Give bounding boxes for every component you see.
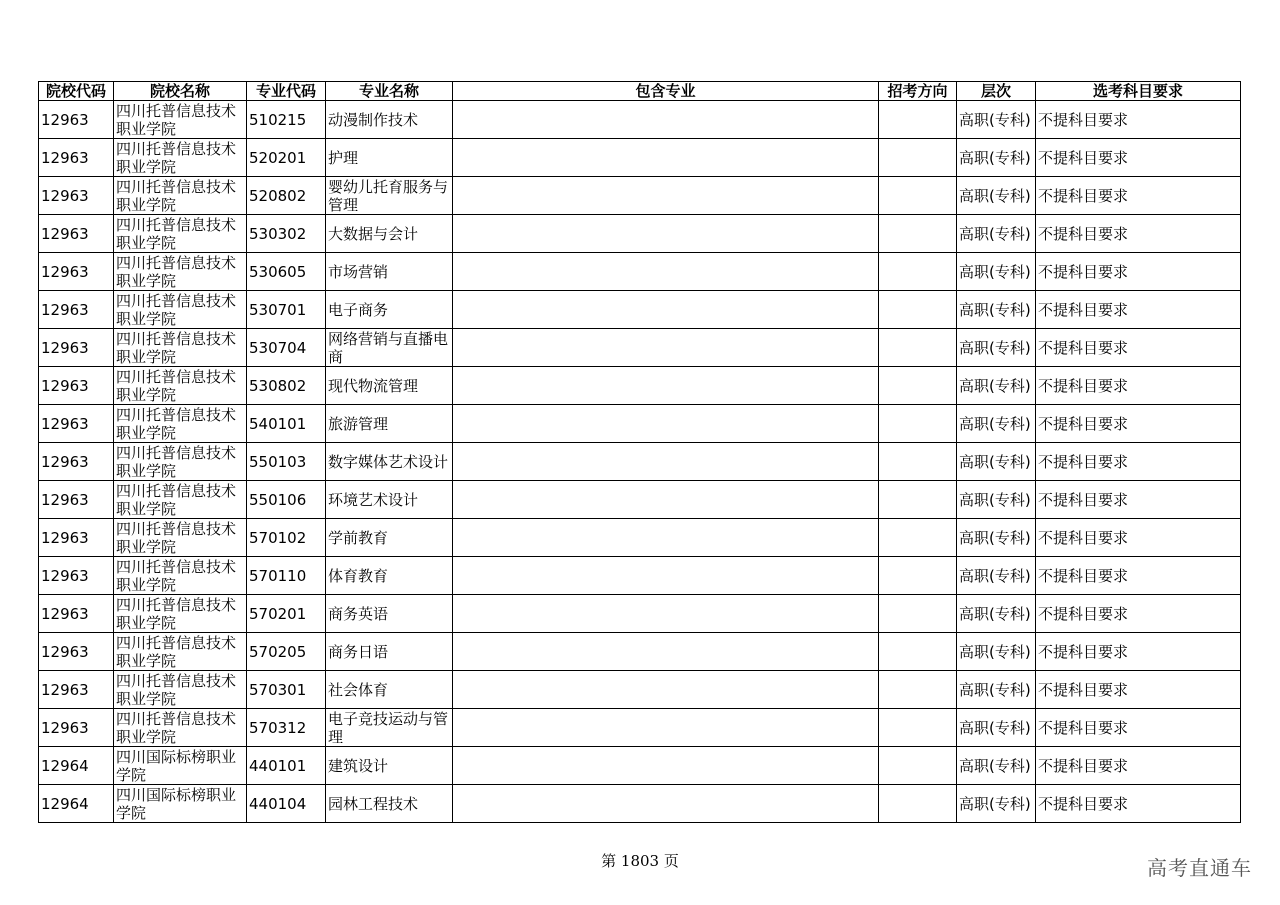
- cell-level: 高职(专科): [957, 557, 1036, 595]
- cell-school-code: 12963: [39, 481, 114, 519]
- cell-major-name: 现代物流管理: [326, 367, 453, 405]
- cell-direction: [879, 519, 957, 557]
- cell-included-majors: [453, 709, 879, 747]
- table-row: [39, 785, 1241, 823]
- cell-level: 高职(专科): [957, 785, 1036, 823]
- cell-level: 高职(专科): [957, 405, 1036, 443]
- cell-included-majors: [453, 519, 879, 557]
- cell-school-name: 四川托普信息技术职业学院: [114, 557, 247, 595]
- cell-school-code: 12963: [39, 215, 114, 253]
- table-row: [39, 671, 1241, 709]
- cell-direction: [879, 557, 957, 595]
- cell-major-code: 530701: [247, 291, 326, 329]
- cell-subject-requirement: 不提科目要求: [1036, 633, 1241, 671]
- cell-level: 高职(专科): [957, 481, 1036, 519]
- cell-included-majors: [453, 557, 879, 595]
- table-row: [39, 405, 1241, 443]
- cell-direction: [879, 367, 957, 405]
- cell-major-name: 学前教育: [326, 519, 453, 557]
- cell-included-majors: [453, 367, 879, 405]
- cell-school-code: 12963: [39, 595, 114, 633]
- cell-level: 高职(专科): [957, 367, 1036, 405]
- cell-direction: [879, 329, 957, 367]
- cell-school-name: 四川托普信息技术职业学院: [114, 329, 247, 367]
- cell-major-name: 商务日语: [326, 633, 453, 671]
- cell-direction: [879, 633, 957, 671]
- cell-school-name: 四川托普信息技术职业学院: [114, 519, 247, 557]
- cell-major-name: 护理: [326, 139, 453, 177]
- cell-school-code: 12963: [39, 177, 114, 215]
- cell-school-name: 四川托普信息技术职业学院: [114, 709, 247, 747]
- cell-school-name: 四川托普信息技术职业学院: [114, 405, 247, 443]
- table-row: [39, 177, 1241, 215]
- watermark-logo-text: 高考直通车: [1147, 856, 1252, 880]
- cell-direction: [879, 101, 957, 139]
- cell-school-name: 四川托普信息技术职业学院: [114, 177, 247, 215]
- cell-school-code: 12964: [39, 747, 114, 785]
- cell-school-name: 四川托普信息技术职业学院: [114, 595, 247, 633]
- cell-level: 高职(专科): [957, 443, 1036, 481]
- cell-included-majors: [453, 785, 879, 823]
- cell-direction: [879, 595, 957, 633]
- cell-level: 高职(专科): [957, 747, 1036, 785]
- table-row: [39, 443, 1241, 481]
- cell-level: 高职(专科): [957, 101, 1036, 139]
- cell-level: 高职(专科): [957, 139, 1036, 177]
- cell-school-name: 四川托普信息技术职业学院: [114, 481, 247, 519]
- cell-school-name: 四川托普信息技术职业学院: [114, 215, 247, 253]
- cell-school-code: 12963: [39, 633, 114, 671]
- cell-school-code: 12963: [39, 329, 114, 367]
- cell-direction: [879, 481, 957, 519]
- cell-major-name: 市场营销: [326, 253, 453, 291]
- cell-school-name: 四川国际标榜职业学院: [114, 747, 247, 785]
- cell-level: 高职(专科): [957, 329, 1036, 367]
- cell-included-majors: [453, 329, 879, 367]
- cell-direction: [879, 747, 957, 785]
- cell-major-code: 570205: [247, 633, 326, 671]
- cell-included-majors: [453, 633, 879, 671]
- cell-subject-requirement: 不提科目要求: [1036, 177, 1241, 215]
- cell-major-name: 建筑设计: [326, 747, 453, 785]
- table-body: [39, 101, 1241, 823]
- cell-major-name: 电子竞技运动与管理: [326, 709, 453, 747]
- table-row: [39, 709, 1241, 747]
- cell-direction: [879, 443, 957, 481]
- cell-subject-requirement: 不提科目要求: [1036, 519, 1241, 557]
- cell-school-code: 12963: [39, 253, 114, 291]
- table-row: [39, 595, 1241, 633]
- cell-major-code: 530605: [247, 253, 326, 291]
- page-number: 第 1803 页: [601, 852, 679, 870]
- cell-level: 高职(专科): [957, 709, 1036, 747]
- cell-major-name: 动漫制作技术: [326, 101, 453, 139]
- table-row: [39, 139, 1241, 177]
- cell-subject-requirement: 不提科目要求: [1036, 481, 1241, 519]
- cell-direction: [879, 405, 957, 443]
- table-row: [39, 329, 1241, 367]
- cell-major-name: 网络营销与直播电商: [326, 329, 453, 367]
- cell-level: 高职(专科): [957, 215, 1036, 253]
- cell-school-code: 12963: [39, 671, 114, 709]
- cell-major-code: 530704: [247, 329, 326, 367]
- cell-major-name: 电子商务: [326, 291, 453, 329]
- cell-included-majors: [453, 443, 879, 481]
- table-row: [39, 215, 1241, 253]
- cell-subject-requirement: 不提科目要求: [1036, 671, 1241, 709]
- cell-major-code: 440104: [247, 785, 326, 823]
- cell-subject-requirement: 不提科目要求: [1036, 443, 1241, 481]
- cell-subject-requirement: 不提科目要求: [1036, 595, 1241, 633]
- cell-major-code: 570301: [247, 671, 326, 709]
- table-row: [39, 747, 1241, 785]
- table-row: [39, 367, 1241, 405]
- cell-major-code: 570201: [247, 595, 326, 633]
- cell-major-code: 570110: [247, 557, 326, 595]
- table-row: [39, 557, 1241, 595]
- cell-level: 高职(专科): [957, 291, 1036, 329]
- cell-level: 高职(专科): [957, 633, 1036, 671]
- cell-school-name: 四川国际标榜职业学院: [114, 785, 247, 823]
- table-header-row: [39, 82, 1241, 101]
- cell-school-name: 四川托普信息技术职业学院: [114, 633, 247, 671]
- cell-direction: [879, 177, 957, 215]
- table-row: [39, 481, 1241, 519]
- cell-included-majors: [453, 747, 879, 785]
- cell-school-name: 四川托普信息技术职业学院: [114, 671, 247, 709]
- table-row: [39, 101, 1241, 139]
- cell-subject-requirement: 不提科目要求: [1036, 709, 1241, 747]
- cell-major-name: 园林工程技术: [326, 785, 453, 823]
- header-school-code: 院校代码: [39, 82, 114, 101]
- cell-school-name: 四川托普信息技术职业学院: [114, 253, 247, 291]
- cell-subject-requirement: 不提科目要求: [1036, 367, 1241, 405]
- cell-subject-requirement: 不提科目要求: [1036, 405, 1241, 443]
- cell-level: 高职(专科): [957, 595, 1036, 633]
- table-row: [39, 633, 1241, 671]
- cell-included-majors: [453, 101, 879, 139]
- header-school-name: 院校名称: [114, 82, 247, 101]
- cell-school-name: 四川托普信息技术职业学院: [114, 367, 247, 405]
- header-included-majors: 包含专业: [453, 82, 879, 101]
- cell-level: 高职(专科): [957, 177, 1036, 215]
- table-row: [39, 253, 1241, 291]
- cell-subject-requirement: 不提科目要求: [1036, 101, 1241, 139]
- cell-major-code: 550103: [247, 443, 326, 481]
- cell-level: 高职(专科): [957, 519, 1036, 557]
- cell-major-name: 旅游管理: [326, 405, 453, 443]
- table-row: [39, 291, 1241, 329]
- cell-direction: [879, 709, 957, 747]
- cell-major-name: 数字媒体艺术设计: [326, 443, 453, 481]
- cell-school-code: 12963: [39, 519, 114, 557]
- cell-major-name: 婴幼儿托育服务与管理: [326, 177, 453, 215]
- header-subject-requirement: 选考科目要求: [1036, 82, 1241, 101]
- cell-direction: [879, 671, 957, 709]
- cell-subject-requirement: 不提科目要求: [1036, 291, 1241, 329]
- cell-school-code: 12963: [39, 101, 114, 139]
- admissions-table: [38, 81, 1241, 823]
- cell-major-code: 550106: [247, 481, 326, 519]
- cell-major-name: 体育教育: [326, 557, 453, 595]
- cell-school-code: 12963: [39, 443, 114, 481]
- cell-included-majors: [453, 177, 879, 215]
- cell-subject-requirement: 不提科目要求: [1036, 139, 1241, 177]
- cell-major-name: 环境艺术设计: [326, 481, 453, 519]
- cell-included-majors: [453, 481, 879, 519]
- cell-direction: [879, 253, 957, 291]
- cell-level: 高职(专科): [957, 253, 1036, 291]
- cell-included-majors: [453, 253, 879, 291]
- header-level: 层次: [957, 82, 1036, 101]
- cell-school-code: 12963: [39, 405, 114, 443]
- cell-included-majors: [453, 139, 879, 177]
- cell-school-code: 12964: [39, 785, 114, 823]
- cell-subject-requirement: 不提科目要求: [1036, 557, 1241, 595]
- cell-direction: [879, 139, 957, 177]
- cell-direction: [879, 215, 957, 253]
- cell-subject-requirement: 不提科目要求: [1036, 329, 1241, 367]
- cell-major-code: 570312: [247, 709, 326, 747]
- header-major-code: 专业代码: [247, 82, 326, 101]
- cell-included-majors: [453, 291, 879, 329]
- header-major-name: 专业名称: [326, 82, 453, 101]
- cell-included-majors: [453, 671, 879, 709]
- cell-major-name: 商务英语: [326, 595, 453, 633]
- cell-direction: [879, 785, 957, 823]
- cell-level: 高职(专科): [957, 671, 1036, 709]
- cell-school-name: 四川托普信息技术职业学院: [114, 139, 247, 177]
- cell-direction: [879, 291, 957, 329]
- cell-school-name: 四川托普信息技术职业学院: [114, 101, 247, 139]
- cell-school-code: 12963: [39, 709, 114, 747]
- cell-school-code: 12963: [39, 139, 114, 177]
- cell-school-code: 12963: [39, 291, 114, 329]
- table-row: [39, 519, 1241, 557]
- cell-subject-requirement: 不提科目要求: [1036, 253, 1241, 291]
- cell-major-code: 530802: [247, 367, 326, 405]
- cell-major-code: 520802: [247, 177, 326, 215]
- cell-major-code: 570102: [247, 519, 326, 557]
- cell-major-name: 社会体育: [326, 671, 453, 709]
- cell-major-code: 520201: [247, 139, 326, 177]
- cell-major-name: 大数据与会计: [326, 215, 453, 253]
- cell-school-code: 12963: [39, 557, 114, 595]
- cell-subject-requirement: 不提科目要求: [1036, 747, 1241, 785]
- cell-school-code: 12963: [39, 367, 114, 405]
- cell-major-code: 510215: [247, 101, 326, 139]
- cell-included-majors: [453, 595, 879, 633]
- cell-included-majors: [453, 215, 879, 253]
- cell-school-name: 四川托普信息技术职业学院: [114, 443, 247, 481]
- cell-included-majors: [453, 405, 879, 443]
- header-direction: 招考方向: [879, 82, 957, 101]
- cell-major-code: 530302: [247, 215, 326, 253]
- cell-subject-requirement: 不提科目要求: [1036, 785, 1241, 823]
- cell-subject-requirement: 不提科目要求: [1036, 215, 1241, 253]
- cell-school-name: 四川托普信息技术职业学院: [114, 291, 247, 329]
- cell-major-code: 440101: [247, 747, 326, 785]
- cell-major-code: 540101: [247, 405, 326, 443]
